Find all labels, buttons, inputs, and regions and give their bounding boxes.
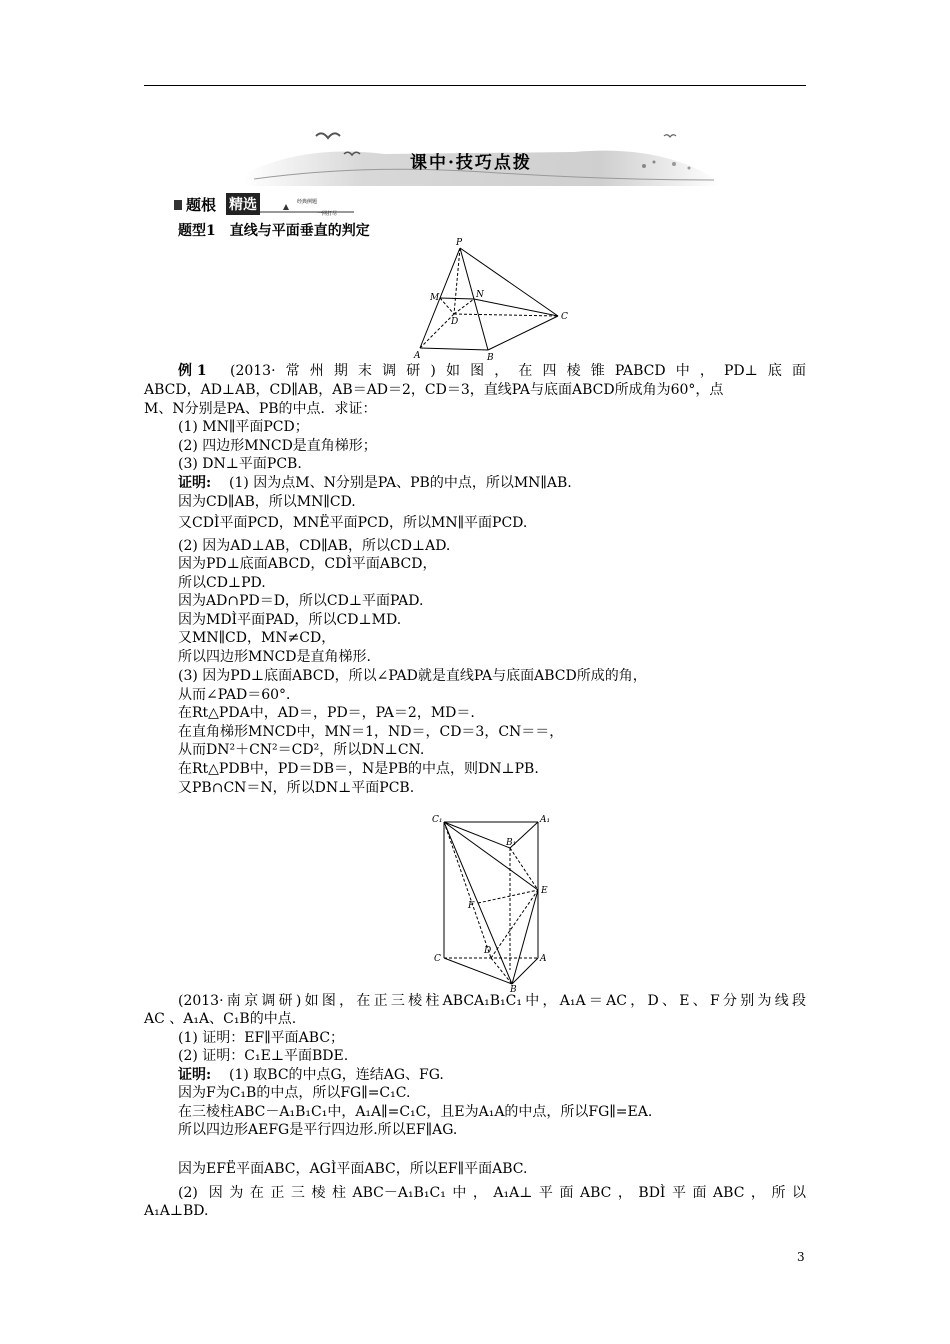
proof2-line1: (1) 取BC的中点G，连结AG、FG. xyxy=(229,1067,444,1083)
proof1-line9: 又MN∥CD，MN≠CD， xyxy=(178,630,336,646)
label-E: E xyxy=(541,886,548,896)
proof1-line13: 在Rt△PDA中，AD＝，PD＝，PA＝2，MD＝. xyxy=(178,705,475,721)
proof1-line4: (2) 因为AD⊥AB，CD∥AB，所以CD⊥AD. xyxy=(178,538,451,554)
proof1-line16: 在Rt△PDB中，PD＝DB＝，N是PB的中点，则DN⊥PB. xyxy=(178,761,539,777)
label-A2: A xyxy=(540,954,547,964)
page-number: 3 xyxy=(797,1250,805,1264)
example1-label: 例 1 xyxy=(178,363,207,379)
example2-line2: AC 、A₁A、C₁B的中点. xyxy=(144,1011,297,1027)
example1-q1: (1) MN∥平面PCD； xyxy=(178,419,309,435)
example1-line1: (2013·常州期末调研)如图，在四棱锥PABCD中，PD⊥底面 xyxy=(230,363,806,379)
label-C2: C xyxy=(434,954,441,964)
proof2-line6b: A₁A⊥BD. xyxy=(144,1203,209,1219)
label-D: D xyxy=(451,317,459,327)
pyramid-figure xyxy=(410,236,575,362)
label-M: M xyxy=(430,293,440,303)
section-tag-small1: 经典例题 xyxy=(297,199,318,205)
example2-q1: (1) 证明：EF∥平面ABC； xyxy=(178,1030,345,1046)
example1-line2: ABCD，AD⊥AB，CD∥AB，AB＝AD＝2，CD＝3，直线PA与底面ABCD所成角为60°，点 xyxy=(144,382,724,398)
proof1-line3: 又CDÌ平面PCD，MNË平面PCD，所以MN∥平面PCD. xyxy=(178,515,528,531)
label-D2: D xyxy=(484,946,492,956)
label-C1: C₁ xyxy=(432,815,443,825)
label-N: N xyxy=(476,290,484,300)
proof1-line15: 从而DN²＋CN²＝CD²，所以DN⊥CN. xyxy=(178,742,425,758)
proof1-line7: 因为AD∩PD＝D，所以CD⊥平面PAD. xyxy=(178,593,424,609)
proof1-line14: 在直角梯形MNCD中，MN＝1，ND＝，CD＝3，CN＝＝， xyxy=(178,724,564,740)
proof1-line5: 因为PD⊥底面ABCD，CDÌ平面ABCD， xyxy=(178,556,437,572)
label-F: F xyxy=(468,901,475,911)
proof2-line6a: (2) 因为在正三棱柱ABC－A₁B₁C₁中，A₁A⊥平面ABC，BDÌ平面ABC，所以 xyxy=(178,1185,806,1201)
section-tag-small2: 一网打尽 xyxy=(317,211,338,217)
section-tag-box: 精选 xyxy=(226,193,260,215)
type-heading: 题型1 直线与平面垂直的判定 xyxy=(178,223,370,239)
label-B1: B₁ xyxy=(506,838,517,848)
label-B2: B xyxy=(510,985,517,992)
example1-q3: (3) DN⊥平面PCB. xyxy=(178,456,302,472)
proof1-line10: 所以四边形MNCD是直角梯形. xyxy=(178,649,371,665)
top-rule xyxy=(144,85,806,86)
proof1-line2: 因为CD∥AB，所以MN∥CD. xyxy=(178,494,356,510)
proof2-label: 证明: xyxy=(178,1067,212,1083)
proof1-line1: (1) 因为点M、N分别是PA、PB的中点，所以MN∥AB. xyxy=(229,475,572,491)
example1-line3: M、N分别是PA、PB的中点．求证： xyxy=(144,401,377,417)
proof2-line2: 因为F为C₁B的中点，所以FG∥=C₁C. xyxy=(178,1085,411,1101)
label-P: P xyxy=(456,238,463,248)
section-tag-main: 题根 xyxy=(186,196,217,214)
label-B: B xyxy=(487,353,494,362)
label-C: C xyxy=(561,312,568,322)
proof1-line6: 所以CD⊥PD. xyxy=(178,575,266,591)
proof2-line4: 所以四边形AEFG是平行四边形.所以EF∥AG. xyxy=(178,1122,458,1138)
label-A: A xyxy=(414,351,421,361)
proof1-line17: 又PB∩CN＝N，所以DN⊥平面PCB. xyxy=(178,780,415,796)
example1-q2: (2) 四边形MNCD是直角梯形； xyxy=(178,438,377,454)
proof1-line8: 因为MDÌ平面PAD，所以CD⊥MD. xyxy=(178,612,402,628)
example2-q2: (2) 证明：C₁E⊥平面BDE. xyxy=(178,1048,349,1064)
proof1-label: 证明: xyxy=(178,475,212,491)
banner-title: 课中·技巧点拨 xyxy=(410,153,532,173)
label-A1: A₁ xyxy=(540,815,551,825)
proof1-line11: (3) 因为PD⊥底面ABCD，所以∠PAD就是直线PA与底面ABCD所成的角， xyxy=(178,668,647,684)
prism-figure xyxy=(430,812,560,992)
proof2-line5: 因为EFË平面ABC，AGÌ平面ABC，所以EF∥平面ABC. xyxy=(178,1161,528,1177)
example2-line1: (2013·南京调研)如图，在正三棱柱ABCA₁B₁C₁中，A₁A＝AC，D、E、F分别为线段 xyxy=(178,993,806,1009)
proof2-line3: 在三棱柱ABC－A₁B₁C₁中，A₁A∥=C₁C，且E为A₁A的中点，所以FG∥=EA. xyxy=(178,1104,653,1120)
proof1-line12: 从而∠PAD＝60°． xyxy=(178,687,301,703)
